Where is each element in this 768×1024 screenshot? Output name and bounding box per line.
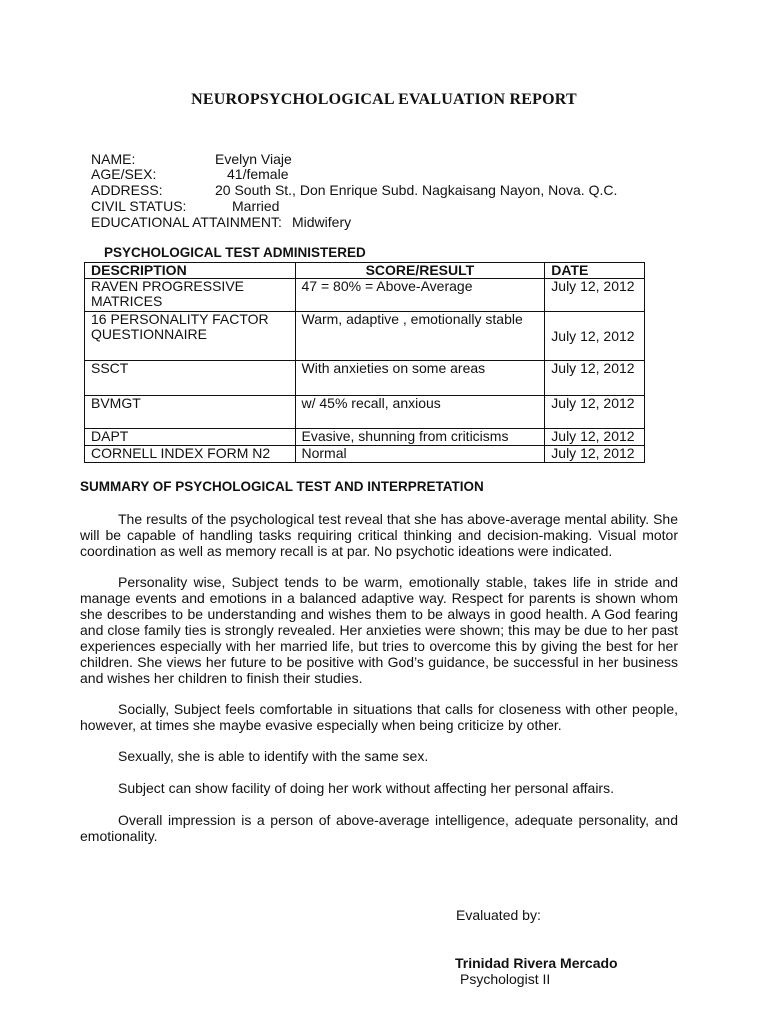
- test-result: Normal: [295, 446, 545, 463]
- test-description: RAVEN PROGRESSIVE MATRICES: [85, 279, 296, 312]
- education-value: Midwifery: [292, 214, 352, 230]
- header-score-result: SCORE/RESULT: [295, 263, 545, 279]
- table-header-row: [85, 263, 645, 279]
- name-label: NAME:: [91, 151, 136, 167]
- address-label: ADDRESS:: [91, 182, 163, 198]
- summary-paragraph: Personality wise, Subject tends to be warm, emotionally stable, takes life in stride and manage events and emotions in a balanced adaptive way. Respect for parents is shown whom she describes to be understanding and wishes them to be always in good health. A God fearing and close family ties is strongly revealed. Her anxieties were shown; this may be due to her past experiences especially with her married life, but tries to overcome this by giving the best for her children. She views her future to be positive with God’s guidance, be successful in her business and wishes her children to finish their studies.: [80, 574, 678, 686]
- test-date: July 12, 2012: [545, 429, 645, 446]
- test-result: With anxieties on some areas: [295, 361, 545, 396]
- address-value: 20 South St., Don Enrique Subd. Nagkaisang Nayon, Nova. Q.C.: [215, 182, 618, 198]
- table-row: [85, 446, 645, 463]
- test-description: 16 PERSONALITY FACTOR QUESTIONNAIRE: [85, 312, 296, 361]
- test-description: CORNELL INDEX FORM N2: [85, 446, 296, 463]
- header-description: DESCRIPTION: [85, 263, 296, 279]
- test-description: SSCT: [85, 361, 296, 396]
- test-result: w/ 45% recall, anxious: [295, 396, 545, 429]
- summary-paragraph: Socially, Subject feels comfortable in situations that calls for closeness with other people, however, at times she maybe evasive especially when being criticize by other.: [80, 701, 678, 733]
- summary-paragraph: Subject can show facility of doing her work without affecting her personal affairs.: [118, 780, 614, 796]
- test-date: July 12, 2012: [545, 279, 645, 312]
- tests-heading: PSYCHOLOGICAL TEST ADMINISTERED: [104, 245, 366, 260]
- test-result: Warm, adaptive , emotionally stable: [295, 312, 545, 361]
- civil-status-label: CIVIL STATUS:: [91, 198, 187, 214]
- table-row: [85, 312, 645, 361]
- test-result: Evasive, shunning from criticisms: [295, 429, 545, 446]
- table-row: [85, 279, 645, 312]
- test-date: July 12, 2012: [545, 396, 645, 429]
- evaluator-position: Psychologist II: [460, 971, 551, 987]
- header-date: DATE: [545, 263, 645, 279]
- summary-paragraph: Sexually, she is able to identify with the same sex.: [118, 748, 429, 764]
- report-title: NEUROPSYCHOLOGICAL EVALUATION REPORT: [191, 91, 577, 108]
- table-row: [85, 429, 645, 446]
- name-value: Evelyn Viaje: [215, 151, 292, 167]
- test-date: July 12, 2012: [545, 312, 645, 361]
- evaluated-by-label: Evaluated by:: [456, 907, 541, 923]
- table-row: [85, 396, 645, 429]
- summary-paragraph: Overall impression is a person of above-average intelligence, adequate personality, and emotionality.: [80, 812, 678, 844]
- education-label: EDUCATIONAL ATTAINMENT:: [91, 214, 282, 230]
- test-description: DAPT: [85, 429, 296, 446]
- evaluator-name: Trinidad Rivera Mercado: [455, 955, 618, 971]
- test-date: July 12, 2012: [545, 446, 645, 463]
- age-sex-value: 41/female: [227, 166, 289, 182]
- test-description: BVMGT: [85, 396, 296, 429]
- tests-table: [84, 262, 645, 463]
- summary-heading: SUMMARY OF PSYCHOLOGICAL TEST AND INTERPRETATION: [80, 479, 484, 494]
- summary-paragraph: The results of the psychological test reveal that she has above-average mental ability. She will be capable of handling tasks requiring critical thinking and decision-making. Visual motor coordination as well as memory recall is at par. No psychotic ideations were indicated.: [80, 511, 678, 559]
- age-sex-label: AGE/SEX:: [91, 166, 157, 182]
- table-row: [85, 361, 645, 396]
- test-date: July 12, 2012: [545, 361, 645, 396]
- civil-status-value: Married: [232, 198, 280, 214]
- test-result: 47 = 80% = Above-Average: [295, 279, 545, 312]
